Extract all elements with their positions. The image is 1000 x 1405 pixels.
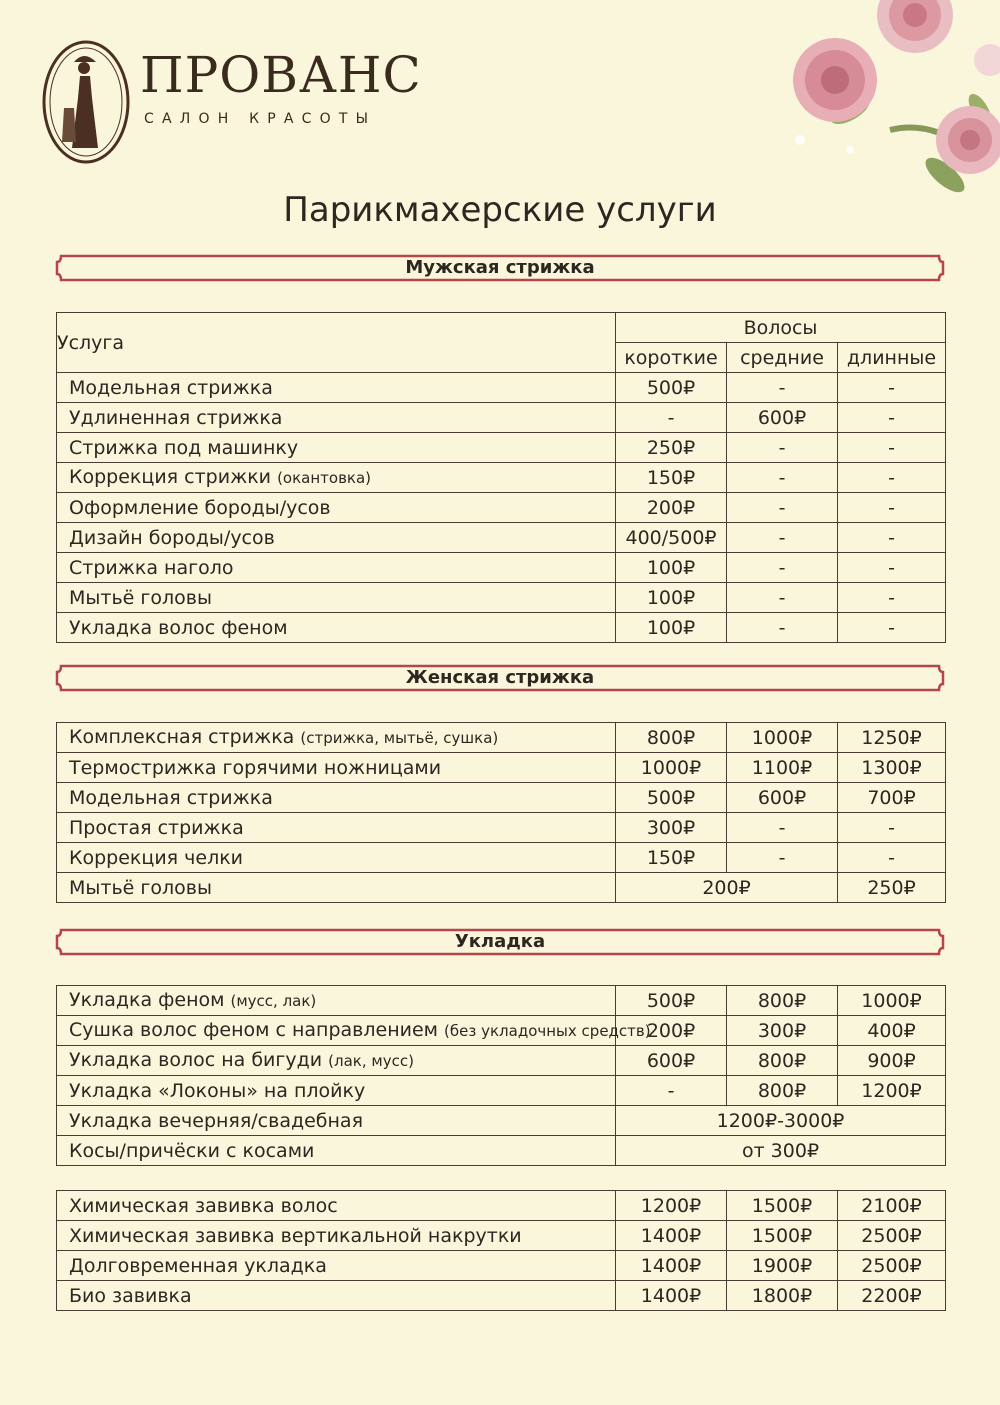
service-cell — [57, 783, 616, 813]
service-cell — [57, 1076, 616, 1106]
price-medium: - — [727, 493, 838, 523]
price-short: 1000₽ — [616, 753, 727, 783]
service-cell — [57, 373, 616, 403]
price-long: 1300₽ — [838, 753, 946, 783]
section-banner-women — [55, 664, 945, 692]
price-long: - — [838, 523, 946, 553]
price-short: 200₽ — [616, 493, 727, 523]
brand-name: ПРОВАНС — [140, 46, 422, 104]
table-row — [57, 1281, 946, 1311]
price-medium: - — [727, 373, 838, 403]
price-range: 1200₽-3000₽ — [616, 1106, 946, 1136]
service-name: Мытьё головы — [57, 873, 616, 903]
service-name: Коррекция стрижки — [69, 466, 272, 488]
price-from: от 300₽ — [616, 1136, 946, 1166]
table-row — [57, 723, 946, 753]
price-long: 400₽ — [838, 1016, 946, 1046]
table-row — [57, 873, 946, 903]
table-row — [57, 493, 946, 523]
price-short: - — [616, 1076, 727, 1106]
service-name: Косы/причёски с косами — [57, 1136, 616, 1166]
price-medium: - — [727, 583, 838, 613]
service-name: Укладка волос на бигуди — [69, 1049, 323, 1071]
service-cell — [57, 493, 616, 523]
price-short: 150₽ — [616, 843, 727, 873]
service-name: Модельная стрижка — [69, 376, 273, 399]
service-name: Химическая завивка волос — [69, 1194, 338, 1217]
table-row — [57, 986, 946, 1016]
service-name: Коррекция челки — [69, 846, 244, 869]
price-long: - — [838, 493, 946, 523]
header-short: короткие — [616, 343, 727, 373]
price-long: - — [838, 813, 946, 843]
price-table-perm — [56, 1190, 946, 1311]
price-medium: - — [727, 553, 838, 583]
service-name: Стрижка наголо — [69, 556, 234, 579]
service-cell — [57, 753, 616, 783]
service-name: Укладка «Локоны» на плойку — [69, 1079, 366, 1102]
table-row — [57, 613, 946, 643]
brand-subtitle: САЛОН КРАСОТЫ — [144, 111, 377, 127]
service-name: Мытьё головы — [69, 586, 212, 609]
price-medium: 800₽ — [727, 1076, 838, 1106]
price-medium: 300₽ — [727, 1016, 838, 1046]
table-row — [57, 1191, 946, 1221]
price-long: 700₽ — [838, 783, 946, 813]
table-row — [57, 783, 946, 813]
price-medium: - — [727, 463, 838, 493]
lady-emblem-icon — [40, 38, 135, 168]
service-name: Удлиненная стрижка — [69, 406, 283, 429]
header-hair: Волосы — [616, 313, 946, 343]
price-table-men — [56, 312, 946, 643]
price-medium: 1500₽ — [727, 1221, 838, 1251]
service-cell — [57, 1251, 616, 1281]
table-row — [57, 1016, 946, 1046]
price-medium: 600₽ — [727, 783, 838, 813]
table-row — [57, 753, 946, 783]
price-medium: 1800₽ — [727, 1281, 838, 1311]
service-cell — [57, 463, 616, 493]
price-short: - — [616, 403, 727, 433]
price-medium: - — [727, 813, 838, 843]
price-short: 1400₽ — [616, 1221, 727, 1251]
price-table-styling — [56, 985, 946, 1166]
price-medium: 1900₽ — [727, 1251, 838, 1281]
table-row — [57, 403, 946, 433]
table-row — [57, 843, 946, 873]
table-row — [57, 463, 946, 493]
price-long: 2500₽ — [838, 1251, 946, 1281]
service-cell — [57, 1281, 616, 1311]
price-long: 1250₽ — [838, 723, 946, 753]
service-name: Термострижка горячими ножницами — [69, 756, 442, 779]
price-short: 1400₽ — [616, 1281, 727, 1311]
service-note: (лак, мусс) — [328, 1052, 414, 1070]
table-row — [57, 523, 946, 553]
table-row — [57, 373, 946, 403]
price-short: 400/500₽ — [616, 523, 727, 553]
price-short: 250₽ — [616, 433, 727, 463]
price-long: - — [838, 583, 946, 613]
table-row — [57, 1046, 946, 1076]
price-short: 500₽ — [616, 373, 727, 403]
price-long: - — [838, 553, 946, 583]
service-name: Модельная стрижка — [69, 786, 273, 809]
table-row — [57, 1136, 946, 1166]
service-name: Био завивка — [69, 1284, 192, 1307]
price-long: 2200₽ — [838, 1281, 946, 1311]
service-cell — [57, 843, 616, 873]
table-row — [57, 1106, 946, 1136]
service-cell — [57, 613, 616, 643]
service-cell — [57, 1191, 616, 1221]
price-short: 100₽ — [616, 613, 727, 643]
service-note: (стрижка, мытьё, сушка) — [300, 729, 499, 747]
table-row — [57, 1076, 946, 1106]
service-note: (без укладочных средств) — [444, 1022, 651, 1040]
price-long: 1000₽ — [838, 986, 946, 1016]
price-medium: 800₽ — [727, 986, 838, 1016]
service-cell — [57, 1016, 651, 1046]
price-medium: - — [727, 613, 838, 643]
price-table-women — [56, 722, 946, 903]
table-row — [57, 583, 946, 613]
service-note: (мусс, лак) — [230, 992, 317, 1010]
service-cell — [57, 1046, 616, 1076]
price-long: - — [838, 843, 946, 873]
service-name: Химическая завивка вертикальной накрутки — [69, 1224, 522, 1247]
service-cell — [57, 813, 616, 843]
service-name: Укладка феном — [69, 989, 225, 1011]
service-cell — [57, 523, 616, 553]
service-cell — [57, 583, 616, 613]
price-short: 200₽ — [616, 1016, 727, 1046]
price-short: 1400₽ — [616, 1251, 727, 1281]
price-long: - — [838, 373, 946, 403]
price-long: 250₽ — [838, 873, 946, 903]
page-title: Парикмахерские услуги — [283, 190, 717, 230]
price-medium: 600₽ — [727, 403, 838, 433]
service-name: Оформление бороды/усов — [69, 496, 331, 519]
price-short-medium: 200₽ — [616, 873, 838, 903]
price-short: 300₽ — [616, 813, 727, 843]
service-name: Укладка вечерняя/свадебная — [57, 1106, 616, 1136]
price-long: - — [838, 613, 946, 643]
price-short: 500₽ — [616, 986, 727, 1016]
section-title-styling: Укладка — [454, 931, 546, 952]
service-name: Укладка волос феном — [69, 616, 288, 639]
section-title-women: Женская стрижка — [405, 667, 595, 688]
price-long: 2100₽ — [838, 1191, 946, 1221]
service-name: Долговременная укладка — [69, 1254, 327, 1277]
price-short: 500₽ — [616, 783, 727, 813]
price-long: - — [838, 433, 946, 463]
service-name: Сушка волос феном с направлением — [69, 1019, 438, 1041]
table-row — [57, 1221, 946, 1251]
service-name: Комплексная стрижка — [69, 726, 295, 748]
price-long: - — [838, 463, 946, 493]
section-banner-styling — [55, 928, 945, 956]
service-cell — [57, 433, 616, 463]
service-cell — [57, 1221, 616, 1251]
service-cell — [57, 986, 616, 1016]
price-medium: 1100₽ — [727, 753, 838, 783]
service-name: Дизайн бороды/усов — [69, 526, 275, 549]
table-row — [57, 813, 946, 843]
service-cell — [57, 403, 616, 433]
price-short: 100₽ — [616, 583, 727, 613]
price-long: 900₽ — [838, 1046, 946, 1076]
service-cell — [57, 553, 616, 583]
header-service: Услуга — [57, 313, 616, 373]
price-medium: - — [727, 523, 838, 553]
price-short: 600₽ — [616, 1046, 727, 1076]
price-medium: 1500₽ — [727, 1191, 838, 1221]
price-short: 100₽ — [616, 553, 727, 583]
service-name: Простая стрижка — [69, 816, 244, 839]
price-medium: 800₽ — [727, 1046, 838, 1076]
section-banner-men — [55, 254, 945, 282]
price-short: 1200₽ — [616, 1191, 727, 1221]
table-row — [57, 1251, 946, 1281]
price-long: - — [838, 403, 946, 433]
header-medium: средние — [727, 343, 838, 373]
price-long: 1200₽ — [838, 1076, 946, 1106]
service-name: Стрижка под машинку — [69, 436, 299, 459]
table-row — [57, 433, 946, 463]
table-row — [57, 553, 946, 583]
price-short: 150₽ — [616, 463, 727, 493]
price-long: 2500₽ — [838, 1221, 946, 1251]
header-long: длинные — [838, 343, 946, 373]
price-short: 800₽ — [616, 723, 727, 753]
service-cell — [57, 723, 616, 753]
price-medium: - — [727, 433, 838, 463]
price-medium: 1000₽ — [727, 723, 838, 753]
section-title-men: Мужская стрижка — [405, 257, 595, 278]
price-medium: - — [727, 843, 838, 873]
service-note: (окантовка) — [277, 469, 372, 487]
